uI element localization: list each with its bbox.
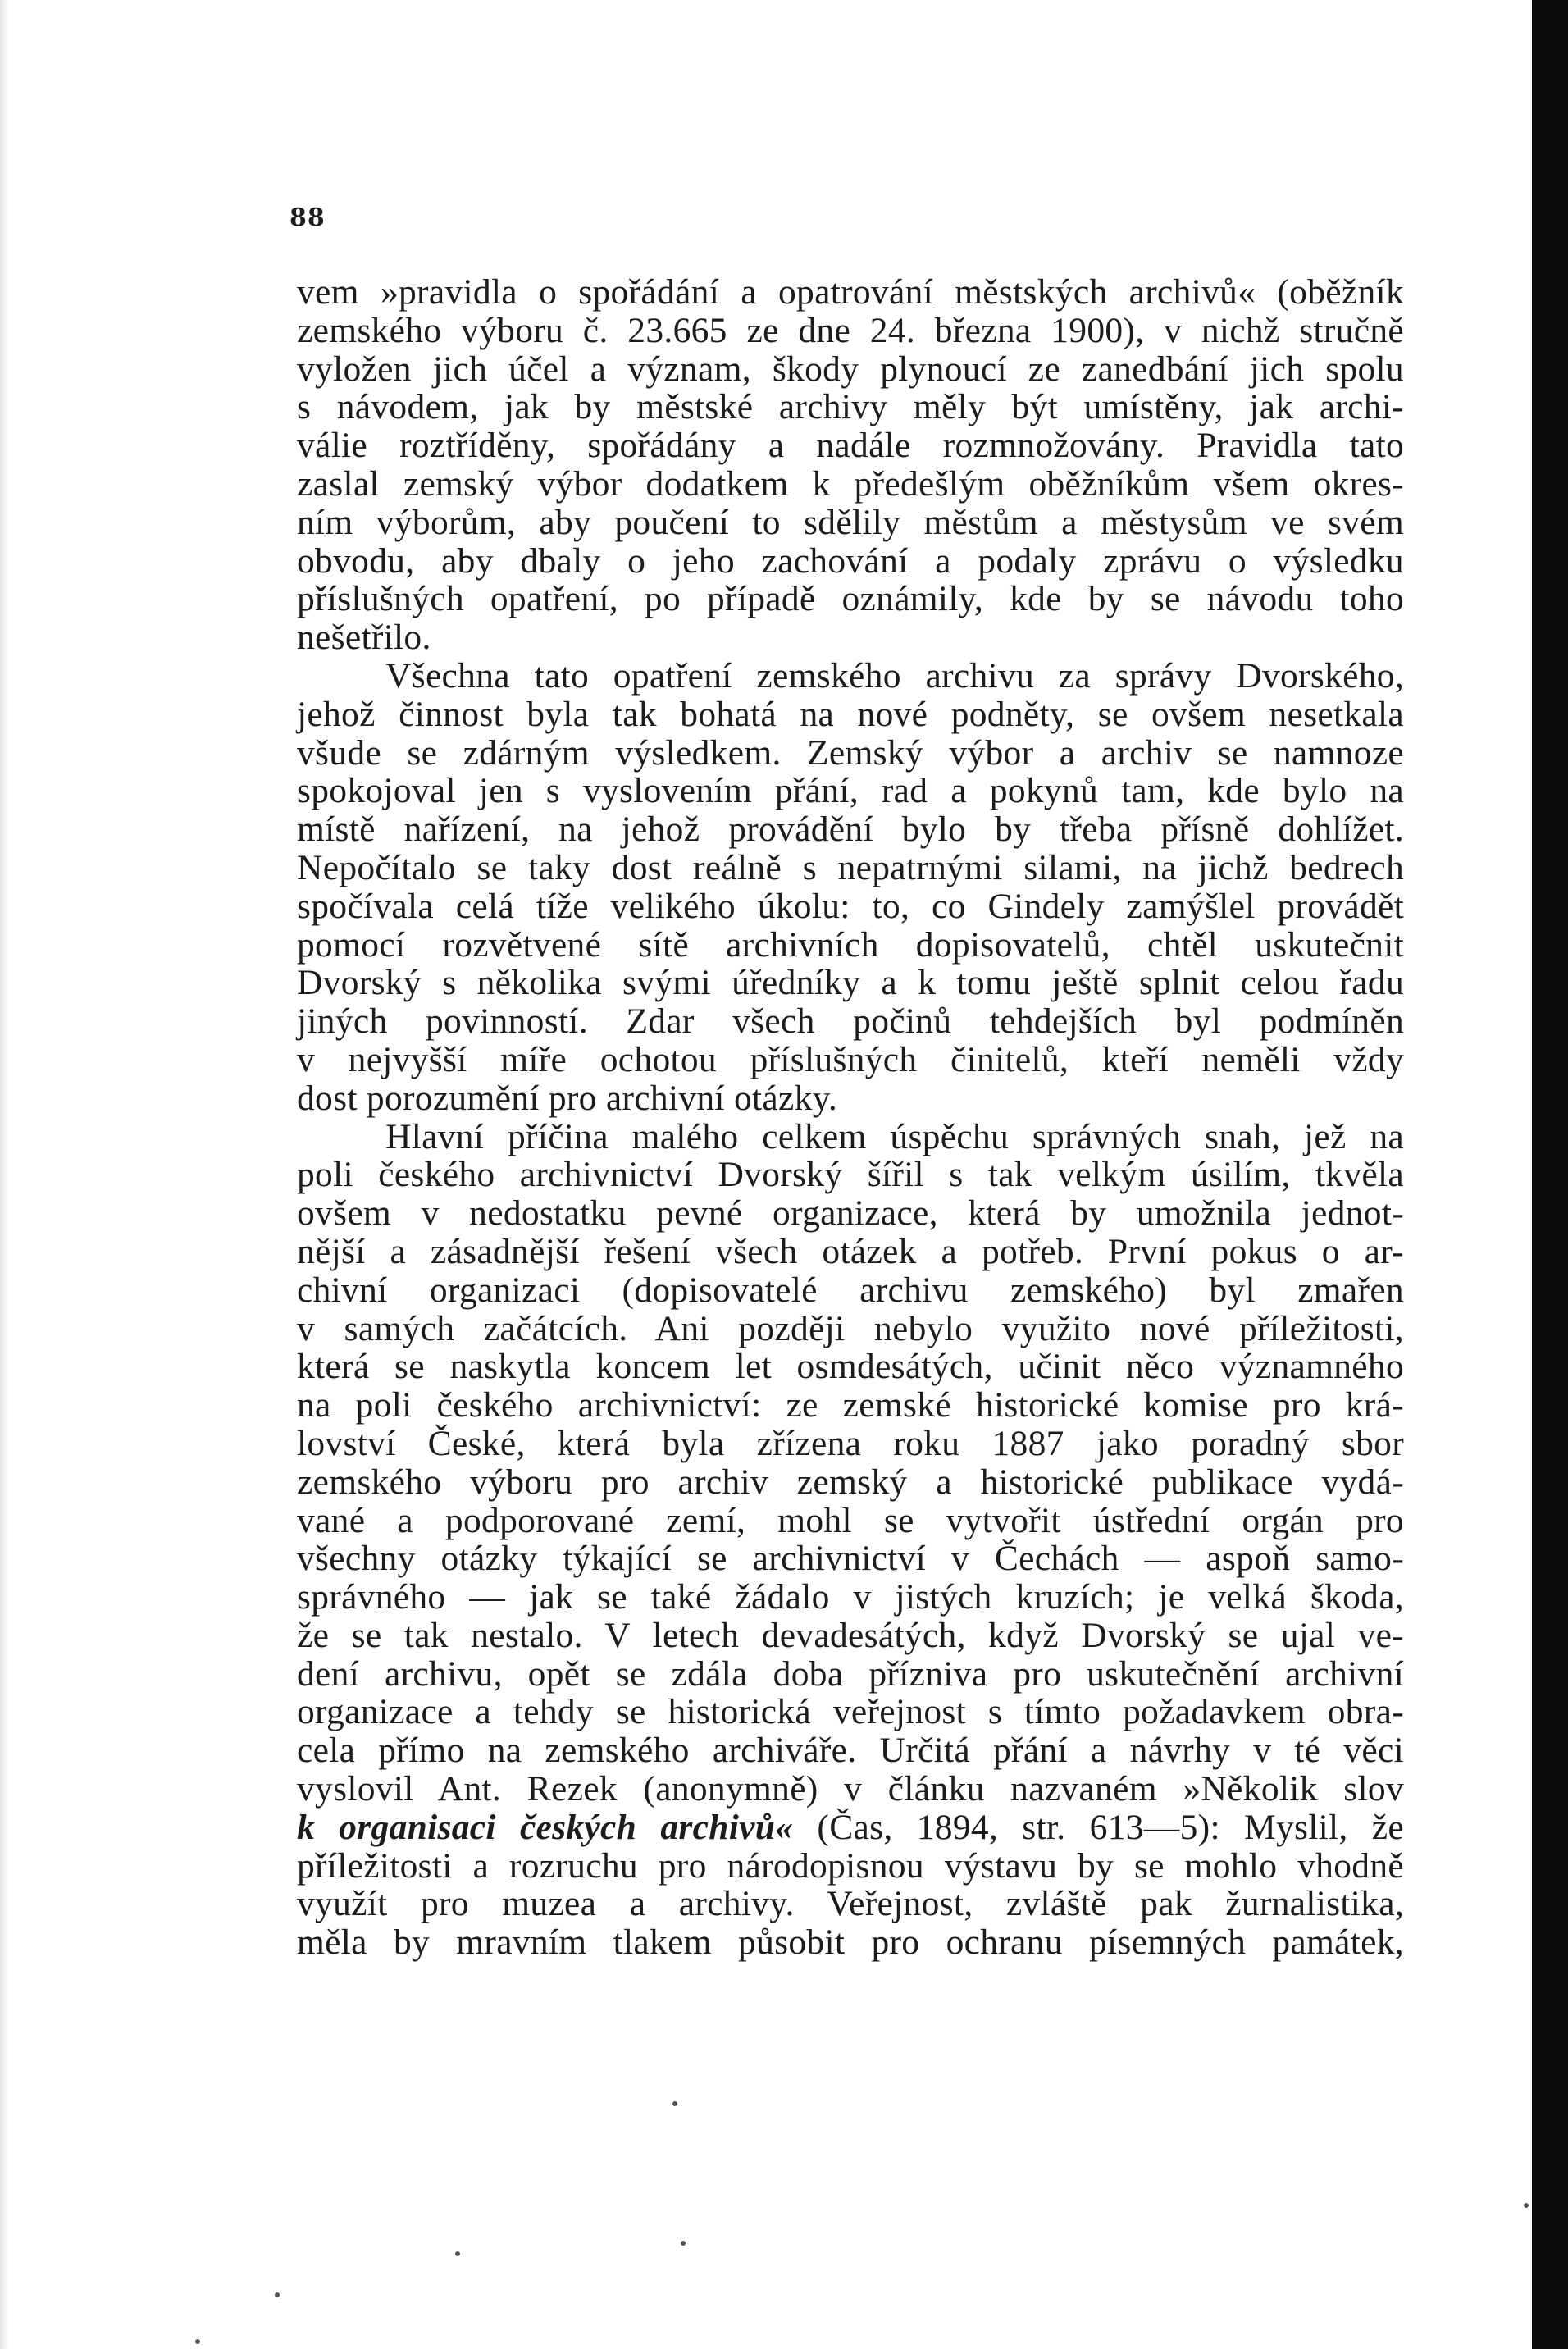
text-line: Dvorský s několika svými úředníky a k tomu ještě splnit celou řadu: [297, 963, 1404, 1003]
scan-speck: [681, 2241, 686, 2246]
text-line: příslušných opatření, po případě oznámily, kde by se návodu toho: [297, 579, 1404, 619]
article-title-italic: k organisaci českých archivů«: [297, 1807, 794, 1847]
text-line: vem »pravidla o spořádání a opatrování městských archivů« (oběžník: [297, 272, 1404, 312]
text-line: zaslal zemský výbor dodatkem k předešlým oběžníkům všem okres-: [297, 463, 1404, 504]
citation-text: (Čas, 1894, str. 613—5): Myslil, že: [793, 1807, 1404, 1847]
text-line: nější a zásadnější řešení všech otázek a potřeb. První pokus o ar-: [297, 1231, 1404, 1271]
text-line: že se tak nestalo. V letech devadesátých, když Dvorský se ujal ve-: [297, 1615, 1404, 1655]
page-number: 88: [289, 203, 326, 232]
text-line: jiných povinností. Zdar všech počinů tehdejších byl podmíněn: [297, 1001, 1404, 1042]
text-line: měla by mravním tlakem působit pro ochranu písemných památek,: [297, 1923, 1404, 1963]
text-line: chivní organizaci (dopisovatelé archivu zemského) byl zmařen: [297, 1270, 1404, 1310]
text-line: spočívala celá tíže velikého úkolu: to, co Gindely zamýšlel provádět: [297, 886, 1404, 926]
text-line: spokojoval jen s vyslovením přání, rad a pokynů tam, kde bylo na: [297, 771, 1404, 811]
scan-speck: [195, 2339, 200, 2344]
text-line: která se naskytla koncem let osmdesátých, učinit něco významného: [297, 1347, 1404, 1387]
text-line: lovství České, která byla zřízena roku 1887 jako poradný sbor: [297, 1423, 1404, 1463]
text-line: vyložen jich účel a význam, škody plynoucí ze zanedbání jich spolu: [297, 349, 1404, 389]
text-line: v samých začátcích. Ani později nebylo využito nové příležitosti,: [297, 1308, 1404, 1348]
text-line: na poli českého archivnictví: ze zemské historické komise pro krá-: [297, 1385, 1404, 1425]
scan-speck: [672, 2101, 677, 2106]
text-line: nešetřilo.: [297, 618, 431, 658]
text-line: v nejvyšší míře ochotou příslušných činitelů, kteří neměli vždy: [297, 1039, 1404, 1079]
text-line: jehož činnost byla tak bohatá na nové podněty, se ovšem nesetkala: [297, 694, 1404, 734]
text-line: využít pro muzea a archivy. Veřejnost, zvláště pak žurnalistika,: [297, 1884, 1404, 1924]
text-line: pomocí rozvětvené sítě archivních dopisovatelů, chtěl uskutečnit: [297, 924, 1404, 965]
text-line: s návodem, jak by městské archivy měly být umístěny, jak archi-: [297, 387, 1404, 427]
text-line: místě nařízení, na jehož provádění bylo by třeba přísně dohlížet.: [297, 810, 1404, 850]
page-left-shadow: [0, 0, 8, 2349]
text-line: dení archivu, opět se zdála doba přízniva pro uskutečnění archivní: [297, 1653, 1404, 1694]
text-line: všechny otázky týkající se archivnictví v Čechách — aspoň samo-: [297, 1539, 1404, 1579]
text-line: ovšem v nedostatku pevné organizace, která by umožnila jednot-: [297, 1193, 1404, 1234]
scan-speck: [275, 2292, 280, 2297]
text-line: zemského výboru č. 23.665 ze dne 24. března 1900), v nichž stručně: [297, 310, 1404, 350]
scan-speck: [455, 2251, 460, 2256]
text-line: ním výborům, aby poučení to sdělily městům a městysům ve svém: [297, 502, 1404, 542]
text-line: správného — jak se také žádalo v jistých kruzích; je velká škoda,: [297, 1577, 1404, 1617]
text-line: organizace a tehdy se historická veřejnost s tímto požadavkem obra-: [297, 1692, 1404, 1732]
scan-dark-edge: [1532, 0, 1568, 2349]
text-line: vané a podporované zemí, mohl se vytvořit ústřední orgán pro: [297, 1500, 1404, 1540]
text-line: poli českého archivnictví Dvorský šířil s tak velkým úsilím, tkvěla: [297, 1155, 1404, 1195]
text-line: vyslovil Ant. Rezek (anonymně) v článku nazvaném »Několik slov: [297, 1769, 1404, 1809]
body-text: [297, 273, 1404, 1962]
text-line-paragraph-start: Všechna tato opatření zemského archivu za správy Dvorského,: [385, 655, 1404, 696]
text-line: válie roztříděny, spořádány a nadále rozmnožovány. Pravidla tato: [297, 426, 1404, 466]
text-line-paragraph-start: Hlavní příčina malého celkem úspěchu správných snah, jež na: [385, 1116, 1404, 1156]
text-line: obvodu, aby dbaly o jeho zachování a podaly zprávu o výsledku: [297, 540, 1404, 581]
text-line: Nepočítalo se taky dost reálně s nepatrnými silami, na jichž bedrech: [297, 847, 1404, 887]
scan-speck: [1524, 2203, 1529, 2208]
text-line: příležitosti a rozruchu pro národopisnou výstavu by se mohlo vhodně: [297, 1845, 1404, 1886]
text-line-with-italic-title: [297, 1809, 1404, 1847]
text-line: všude se zdárným výsledkem. Zemský výbor a archiv se namnoze: [297, 732, 1404, 773]
text-line: zemského výboru pro archiv zemský a historické publikace vydá-: [297, 1462, 1404, 1502]
text-line: cela přímo na zemského archiváře. Určitá přání a návrhy v té věci: [297, 1731, 1404, 1771]
text-line: dost porozumění pro archivní otázky.: [297, 1078, 838, 1118]
